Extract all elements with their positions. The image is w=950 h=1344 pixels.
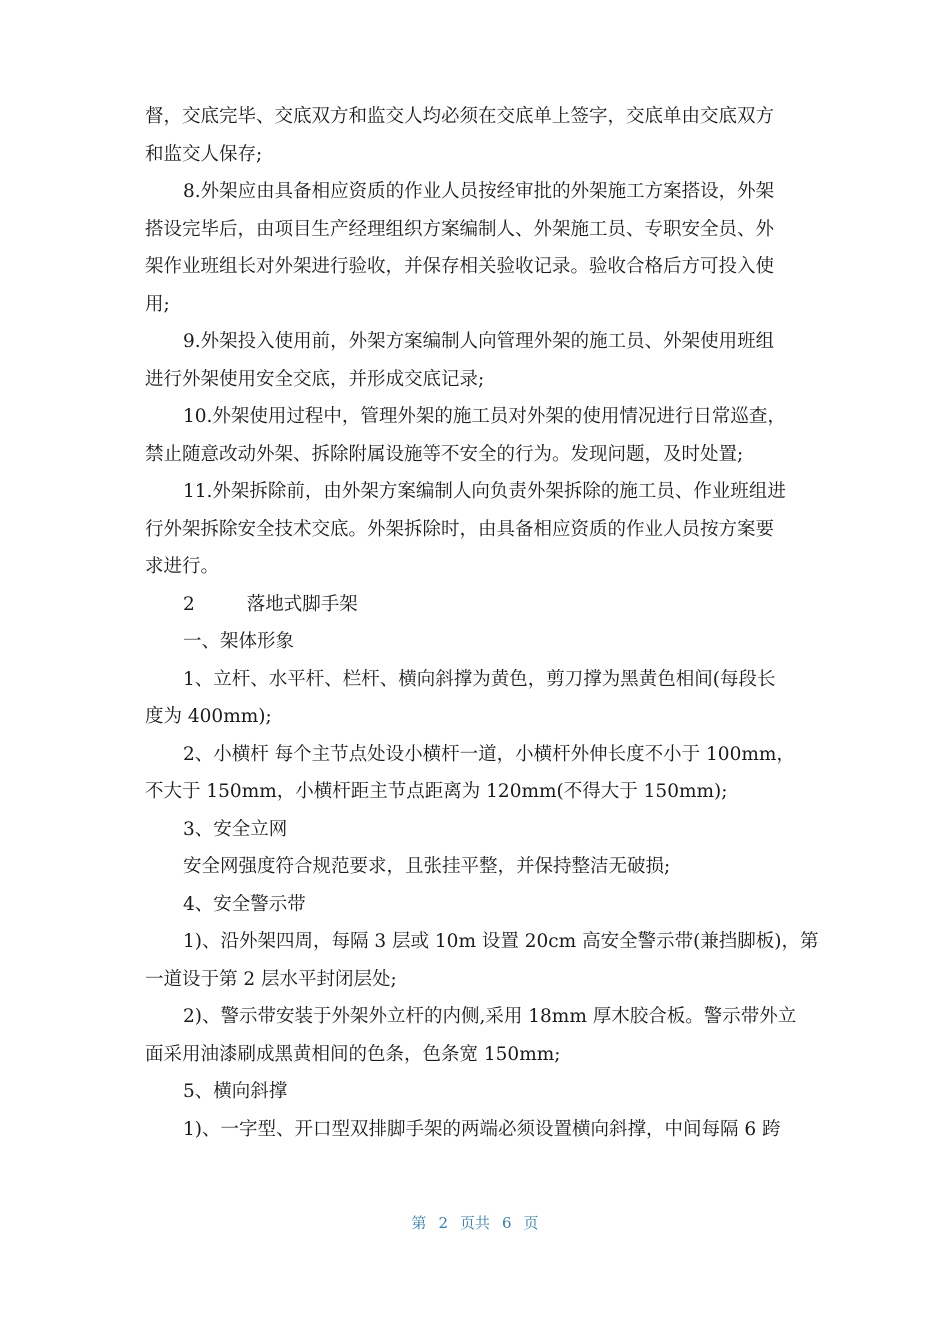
section-heading [145, 586, 805, 624]
text-line: 一道设于第 2 层水平封闭层处; [145, 968, 397, 990]
text-line: 4、安全警示带 [183, 893, 306, 915]
document-body [145, 98, 819, 1148]
text-line: 2)、警示带安装于外架外立杆的内侧,采用 18mm 厚木胶合板。警示带外立 [183, 1006, 797, 1027]
text-line: 5、横向斜撑 [183, 1081, 288, 1102]
section-number: 2 [183, 593, 195, 615]
text-line: 面采用油漆刷成黑黄相间的色条，色条宽 150mm; [145, 1043, 561, 1065]
text-line: 11.外架拆除前，由外架方案编制人向负责外架拆除的施工员、作业班组进 [183, 481, 786, 502]
footer-middle: 页共 [459, 1214, 490, 1232]
text-line: 一、架体形象 [183, 631, 295, 652]
text-line: 不大于 150mm，小横杆距主节点距离为 120mm(不得大于 150mm); [145, 781, 728, 802]
text-line: 督，交底完毕、交底双方和监交人均必须在交底单上签字，交底单由交底双方 [145, 106, 775, 127]
text-line: 禁止随意改动外架、拆除附属设施等不安全的行为。发现问题，及时处置; [145, 443, 744, 465]
text-line: 求进行。 [145, 556, 220, 577]
text-line: 3、安全立网 [183, 818, 288, 840]
text-line: 8.外架应由具备相应资质的作业人员按经审批的外架施工方案搭设，外架 [183, 181, 775, 202]
footer-page-number: 2 [438, 1214, 448, 1232]
text-line: 1)、沿外架四周，每隔 3 层或 10m 设置 20cm 高安全警示带(兼挡脚板)，第 [183, 931, 819, 952]
text-line: 搭设完毕后，由项目生产经理组织方案编制人、外架施工员、专职安全员、外 [145, 218, 775, 240]
text-line: 和监交人保存; [145, 143, 263, 165]
footer-suffix: 页 [523, 1214, 539, 1232]
footer-total-pages: 6 [502, 1214, 512, 1232]
text-line: 度为 400mm); [145, 706, 272, 727]
text-line: 9.外架投入使用前，外架方案编制人向管理外架的施工员、外架使用班组 [183, 331, 775, 352]
text-line: 2、小横杆 每个主节点处设小横杆一道，小横杆外伸长度不小于 100mm， [183, 743, 795, 765]
text-line: 进行外架使用安全交底，并形成交底记录; [145, 368, 485, 390]
text-line: 1、立杆、水平杆、栏杆、横向斜撑为黄色，剪刀撑为黑黄色相间(每段长 [183, 668, 776, 690]
page-footer [0, 1212, 950, 1233]
footer-prefix: 第 [411, 1214, 427, 1232]
text-line: 1)、一字型、开口型双排脚手架的两端必须设置横向斜撑，中间每隔 6 跨 [183, 1118, 781, 1140]
paragraph-block-2 [145, 623, 819, 1148]
section-title: 落地式脚手架 [246, 593, 358, 615]
paragraph-block-1 [145, 98, 805, 586]
text-line: 10.外架使用过程中，管理外架的施工员对外架的使用情况进行日常巡查， [183, 406, 786, 427]
text-line: 行外架拆除安全技术交底。外架拆除时，由具备相应资质的作业人员按方案要 [145, 518, 775, 540]
text-line: 架作业班组长对外架进行验收，并保存相关验收记录。验收合格后方可投入使 [145, 256, 775, 277]
text-line: 安全网强度符合规范要求，且张挂平整，并保持整洁无破损; [183, 856, 671, 877]
text-line: 用; [145, 293, 170, 315]
